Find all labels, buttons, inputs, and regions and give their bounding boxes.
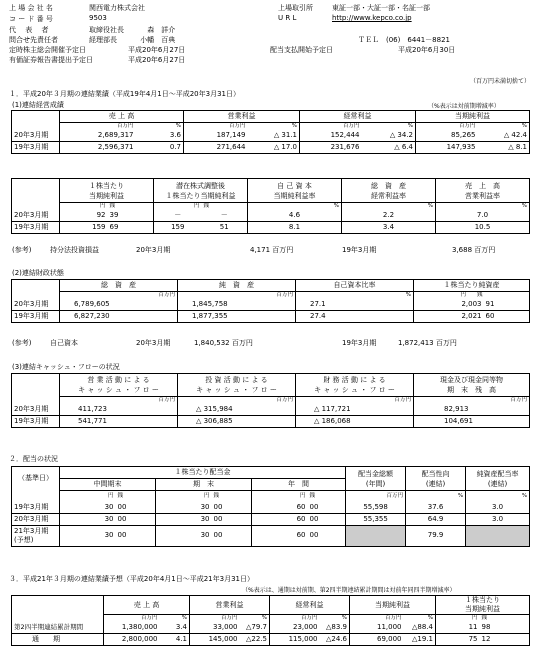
code-value: 9503: [89, 14, 107, 22]
financial-title: (2)連結財政状態: [12, 269, 64, 277]
cell: 00: [116, 502, 156, 514]
ref-19-value: 3,688 百万円: [452, 246, 496, 254]
cell: △ 31.1: [248, 130, 300, 142]
cell: 2,021: [414, 311, 484, 323]
header-ordinary-income: 経常利益: [270, 596, 350, 615]
cell: －: [154, 210, 202, 222]
code-label: コ ー ド 番 号: [9, 15, 53, 23]
cell: △ 42.4: [478, 130, 530, 142]
header-equity-ratio: 自己資本比率: [296, 280, 414, 292]
cell: 00: [116, 513, 156, 525]
header-dividend-ratio: 純資産配当率 (連結): [466, 467, 530, 491]
cell: △ 186,068: [296, 416, 414, 428]
unit-label: 銭: [116, 491, 156, 502]
cell: 11: [436, 622, 480, 634]
header-net-income: 当期純利益: [350, 596, 436, 615]
cell: △ 117,721: [296, 404, 414, 416]
agm-value: 平成20年6月27日: [128, 46, 186, 54]
unit-label: 円: [60, 203, 108, 211]
header-operating-cf: 営 業 活 動 に よ る キ ャ ッ シ ュ ・ フ ロ ー: [60, 374, 178, 397]
header-eps: １株当たり 当期純利益: [436, 596, 530, 615]
cell: 55,355: [346, 513, 406, 525]
rounding-note: （百万円未満切捨て）: [470, 78, 531, 85]
cell: △ 34.2: [362, 130, 416, 142]
unit-label: 百万円: [60, 292, 178, 300]
ref-19-value: 1,872,413 百万円: [398, 339, 457, 347]
header-financing-cf: 財 務 活 動 に よ る キ ャ ッ シ ュ ・ フ ロ ー: [296, 374, 414, 397]
ref-20-value: 4,171 百万円: [250, 246, 294, 254]
cell: 30: [156, 513, 212, 525]
header-operating-income: 営業利益: [190, 596, 270, 615]
cell: 0.7: [136, 142, 184, 154]
header-operating-income: 営業利益: [184, 111, 300, 123]
table-row: [12, 210, 530, 222]
table-row: [12, 502, 530, 514]
cell: △19.1: [404, 634, 436, 646]
unit-label: 銭: [212, 491, 252, 502]
ref-text: 自己資本: [50, 339, 78, 347]
unit-label: %: [248, 203, 342, 211]
cell: 231,676: [300, 142, 362, 154]
contact-label: 問合せ先責任者: [9, 36, 58, 44]
header-year-end: 期 末: [156, 479, 252, 491]
ref-text: 持分法投資損益: [50, 246, 99, 254]
cell: 30: [60, 513, 116, 525]
cell: 27.4: [296, 311, 414, 323]
cell: △ 315,984: [178, 404, 296, 416]
unit-label: %: [406, 491, 466, 502]
cell: 411,723: [60, 404, 178, 416]
unit-label: 百万円: [178, 397, 296, 405]
forecast-table: [11, 595, 530, 646]
ref-label: (参考): [12, 339, 32, 347]
cell: △ 6.4: [362, 142, 416, 154]
cell: 3.4: [342, 222, 436, 234]
cell: 8.1: [248, 222, 342, 234]
results-table: [11, 110, 530, 154]
unit-label: %: [478, 123, 530, 131]
cell: △ 17.0: [248, 142, 300, 154]
cell: 7.0: [436, 210, 530, 222]
header-sales: 売 上 高: [104, 596, 190, 615]
agm-label: 定時株主総会開催予定日: [9, 46, 86, 54]
cell: 55,598: [346, 502, 406, 514]
cell: 541,771: [60, 416, 178, 428]
cell: 147,935: [416, 142, 478, 154]
cell: 91: [484, 299, 530, 311]
cell: 1,877,355: [178, 311, 296, 323]
unit-label: 銭: [108, 203, 154, 211]
cell: 4.6: [248, 210, 342, 222]
cell: △83.9: [320, 622, 350, 634]
cell: 30: [156, 502, 212, 514]
table-row: [12, 622, 530, 634]
row-label: 20年3月期: [12, 130, 60, 142]
cell: －: [202, 210, 248, 222]
cell: 82,913: [414, 404, 530, 416]
table-row: [12, 130, 530, 142]
cell: △24.6: [320, 634, 350, 646]
header-margin: 売 上 高 営業利益率: [436, 179, 530, 203]
table-row: [12, 404, 530, 416]
per-share-table: [11, 178, 530, 234]
cell: 39: [108, 210, 154, 222]
cell: △22.5: [240, 634, 270, 646]
representative-value: 取締役社長 森 詳介: [89, 26, 176, 34]
cell: 98: [480, 622, 530, 634]
unit-label: %: [342, 203, 436, 211]
cell: 00: [212, 525, 252, 546]
cell: 85,265: [416, 130, 478, 142]
cell: 159: [60, 222, 108, 234]
dividend-date-value: 平成20年6月30日: [398, 46, 456, 54]
table-row: [12, 416, 530, 428]
cell: 2,596,371: [60, 142, 136, 154]
contact-value: 経理部長 小幡 百典: [89, 36, 176, 44]
cell: 6,789,605: [60, 299, 178, 311]
cell: △ 8.1: [478, 142, 530, 154]
cell: 00: [308, 513, 346, 525]
ref-label: (参考): [12, 246, 32, 254]
table-row: [12, 222, 530, 234]
cell: 64.9: [406, 513, 466, 525]
row-label: 19年3月期: [12, 222, 60, 234]
cell: [466, 525, 530, 546]
tel-value: ＴＥＬ (06) 6441－8821: [358, 36, 450, 44]
cell: 69,000: [350, 634, 404, 646]
header-roe: 自 己 資 本 当期純利益率: [248, 179, 342, 203]
row-label: 20年3月期: [12, 404, 60, 416]
cell: 30: [60, 525, 116, 546]
unit-label: %: [248, 123, 300, 131]
cell: 30: [156, 525, 212, 546]
ref-20-value: 1,840,532 百万円: [194, 339, 253, 347]
header-annual: 年 間: [252, 479, 346, 491]
unit-label: 円: [252, 491, 308, 502]
table-row: [12, 311, 530, 323]
header-net-assets: 純 資 産: [178, 280, 296, 292]
header-roa: 総 資 産 経常利益率: [342, 179, 436, 203]
header-sales: 売 上 高: [60, 111, 184, 123]
cell: △79.7: [240, 622, 270, 634]
unit-label: 百万円: [414, 397, 530, 405]
table-row: [12, 513, 530, 525]
unit-label: %: [296, 292, 414, 300]
ref-20-label: 20年3月期: [136, 339, 171, 347]
cell: 2,800,000: [104, 634, 160, 646]
dividend-date-label: 配当支払開始予定日: [270, 46, 333, 54]
unit-label: 百万円: [346, 491, 406, 502]
cell: 3.0: [466, 502, 530, 514]
cashflow-title: (3)連結キャッシュ・フローの状況: [12, 363, 120, 371]
table-row: [12, 299, 530, 311]
unit-label: %: [362, 123, 416, 131]
header-diluted-eps: 潜在株式調整後 １株当たり当期純利益: [154, 179, 248, 203]
cell: 00: [308, 502, 346, 514]
cell: 271,644: [184, 142, 248, 154]
row-label: 19年3月期: [12, 311, 60, 323]
row-label: 20年3月期: [12, 210, 60, 222]
ref-19-label: 19年3月期: [342, 339, 377, 347]
unit-label: 銭: [202, 203, 248, 211]
company-name-label: 上 場 会 社 名: [9, 4, 53, 12]
cell: [346, 525, 406, 546]
row-label: 通 期: [12, 634, 104, 646]
financial-table: [11, 279, 530, 323]
unit-label: 円: [156, 491, 212, 502]
unit-label: 百万円: [184, 123, 248, 131]
cell: 00: [308, 525, 346, 546]
cell: 152,444: [300, 130, 362, 142]
unit-label: %: [320, 615, 350, 623]
unit-label: 円 銭: [414, 292, 530, 300]
cell: 60: [484, 311, 530, 323]
cell: 60: [252, 513, 308, 525]
cell: 51: [202, 222, 248, 234]
cell: 12: [480, 634, 530, 646]
cell: 3.4: [160, 622, 190, 634]
row-label: 第2四半期連結累計期間: [12, 622, 104, 634]
results-note: （%表示は対前期増減率）: [428, 103, 500, 110]
header-total-dividend: 配当金総額 (年間): [346, 467, 406, 491]
row-label: 20年3月期: [12, 299, 60, 311]
cell: 2.2: [342, 210, 436, 222]
cell: 37.6: [406, 502, 466, 514]
cell: 33,000: [190, 622, 240, 634]
representative-label: 代 表 者: [9, 26, 49, 34]
cell: 6,827,230: [60, 311, 178, 323]
unit-label: %: [466, 491, 530, 502]
cell: 00: [116, 525, 156, 546]
cell: 3.6: [136, 130, 184, 142]
header-payout: 配当性向 (連結): [406, 467, 466, 491]
unit-label: %: [160, 615, 190, 623]
unit-label: 百万円: [178, 292, 296, 300]
header-cash-balance: 現金及び現金同等物 期 末 残 高: [414, 374, 530, 397]
cell: 60: [252, 502, 308, 514]
cell: 00: [212, 502, 252, 514]
header-ordinary-income: 経常利益: [300, 111, 416, 123]
row-label: 19年3月期: [12, 502, 60, 514]
cell: 2,689,317: [60, 130, 136, 142]
unit-label: 銭: [480, 615, 530, 623]
unit-label: 百万円: [60, 123, 136, 131]
dividend-title: ２．配当の状況: [9, 455, 58, 463]
row-label: 20年3月期: [12, 513, 60, 525]
exchange-label: 上場取引所: [278, 4, 313, 12]
unit-label: 百万円: [300, 123, 362, 131]
unit-label: 百万円: [190, 615, 240, 623]
dividend-table: [11, 466, 530, 547]
cell: 145,000: [190, 634, 240, 646]
table-row: [12, 142, 530, 154]
results-title: (1)連結経営成績: [12, 101, 64, 109]
unit-label: 円: [154, 203, 202, 211]
url-link[interactable]: http://www.kepco.co.jp: [332, 14, 412, 22]
forecast-note: （%表示は、通期は対前期、第2四半期連結累計期間は対前年同四半期増減率）: [242, 587, 456, 594]
unit-label: 百万円: [60, 397, 178, 405]
row-label: 19年3月期: [12, 142, 60, 154]
unit-label: 円: [60, 491, 116, 502]
unit-label: 百万円: [296, 397, 414, 405]
cell: 2,003: [414, 299, 484, 311]
base-date-label: （基準日）: [12, 467, 60, 491]
cell: 104,691: [414, 416, 530, 428]
company-name: 関西電力株式会社: [89, 4, 145, 12]
unit-label: 百万円: [350, 615, 404, 623]
table-row: [12, 525, 530, 546]
cell: △ 306,885: [178, 416, 296, 428]
header-total-assets: 総 資 産: [60, 280, 178, 292]
header-interim: 中間期末: [60, 479, 156, 491]
cell: 27.1: [296, 299, 414, 311]
url-label: U R L: [278, 14, 297, 22]
cell: 60: [252, 525, 308, 546]
cell: 00: [212, 513, 252, 525]
header-bps: １株当たり純資産: [414, 280, 530, 292]
unit-label: %: [240, 615, 270, 623]
cell: 187,149: [184, 130, 248, 142]
cell: 3.0: [466, 513, 530, 525]
unit-label: 百万円: [416, 123, 478, 131]
unit-label: 銭: [308, 491, 346, 502]
unit-label: %: [436, 203, 530, 211]
cashflow-table: [11, 373, 530, 428]
exchange-value: 東証一部・大証一部・名証一部: [332, 4, 430, 12]
unit-label: 百万円: [270, 615, 320, 623]
cell: 23,000: [270, 622, 320, 634]
cell: △88.4: [404, 622, 436, 634]
header-dps: １株当たり配当金: [60, 467, 346, 479]
cell: 1,380,000: [104, 622, 160, 634]
cell: 79.9: [406, 525, 466, 546]
cell: 115,000: [270, 634, 320, 646]
section1-title: １．平成20年３月期の連結業績（平成19年4月1日～平成20年3月31日）: [9, 90, 240, 98]
unit-label: 百万円: [104, 615, 160, 623]
cell: 69: [108, 222, 154, 234]
report-value: 平成20年6月27日: [128, 56, 186, 64]
unit-label: %: [136, 123, 184, 131]
cell: 10.5: [436, 222, 530, 234]
ref-20-label: 20年3月期: [136, 246, 171, 254]
cell: 11,000: [350, 622, 404, 634]
cell: 75: [436, 634, 480, 646]
header-eps: １株当たり 当期純利益: [60, 179, 154, 203]
unit-label: 円: [436, 615, 480, 623]
report-label: 有価証券報告書提出予定日: [9, 56, 93, 64]
table-row: [12, 634, 530, 646]
cell: 4.1: [160, 634, 190, 646]
header-investing-cf: 投 資 活 動 に よ る キ ャ ッ シ ュ ・ フ ロ ー: [178, 374, 296, 397]
row-label: 21年3月期 (予想): [12, 525, 60, 546]
cell: 30: [60, 502, 116, 514]
forecast-title: ３．平成21年３月期の連結業績予想（平成20年4月1日～平成21年3月31日）: [9, 575, 254, 583]
unit-label: %: [404, 615, 436, 623]
header-net-income: 当期純利益: [416, 111, 530, 123]
cell: 159: [154, 222, 202, 234]
ref-19-label: 19年3月期: [342, 246, 377, 254]
cell: 1,845,758: [178, 299, 296, 311]
row-label: 19年3月期: [12, 416, 60, 428]
cell: 92: [60, 210, 108, 222]
